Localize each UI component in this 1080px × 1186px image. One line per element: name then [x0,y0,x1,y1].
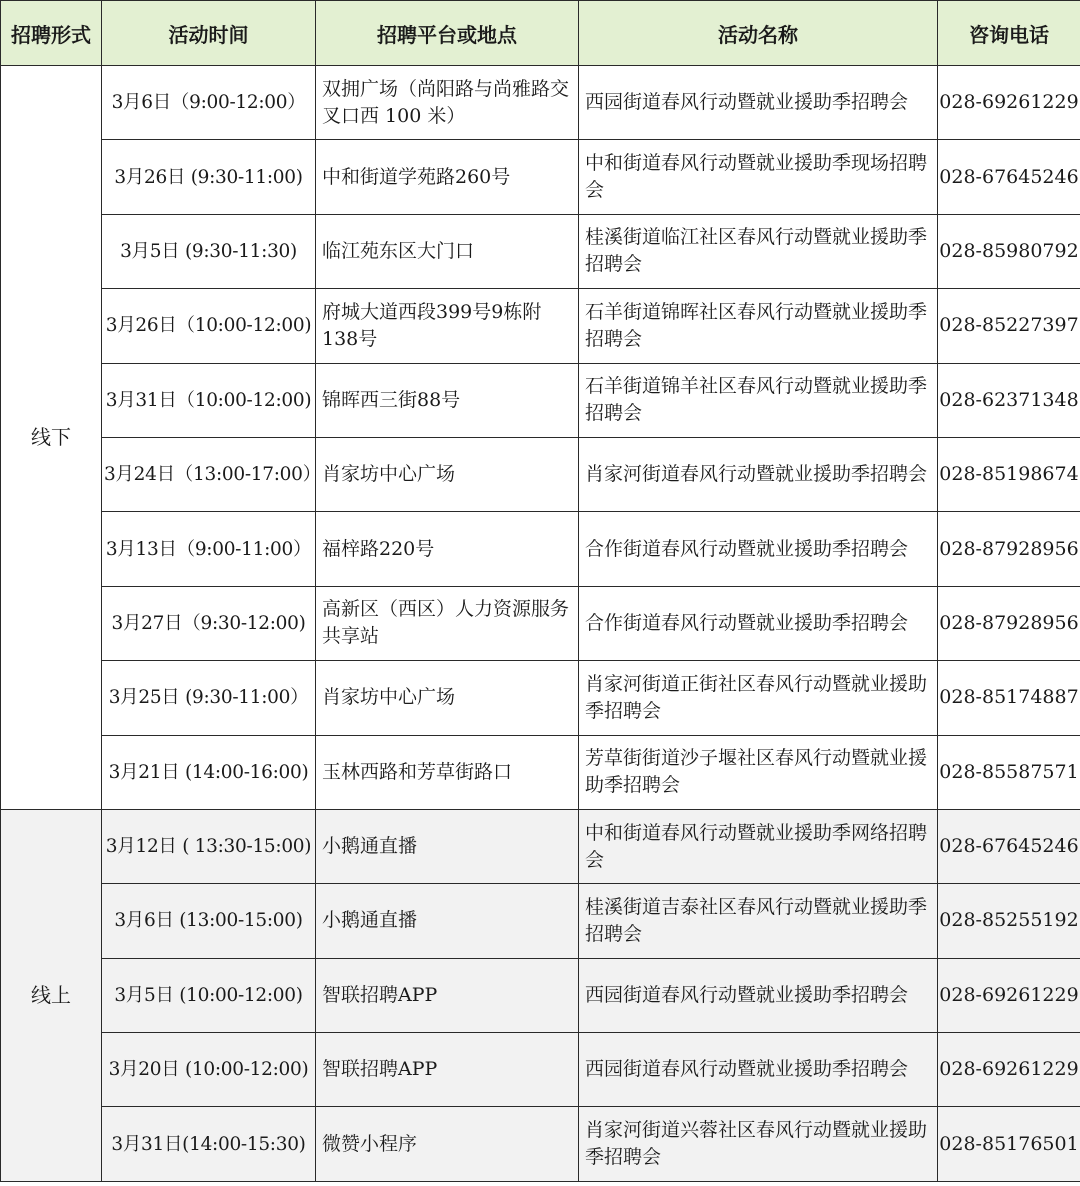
table-row [1,140,1080,214]
table-row [1,809,1080,883]
table-row [1,586,1080,660]
table-row [1,884,1080,958]
cell-phone: 028-85176501 [938,1107,1080,1181]
cell-activity: 中和街道春风行动暨就业援助季现场招聘会 [579,140,938,214]
cell-time: 3月31日(14:00-15:30) [102,1107,316,1181]
table-row [1,363,1080,437]
cell-place: 双拥广场（尚阳路与尚雅路交叉口西 100 米） [316,66,579,140]
cell-phone: 028-87928956 [938,586,1080,660]
cell-place: 锦晖西三街88号 [316,363,579,437]
cell-place: 临江苑东区大门口 [316,214,579,288]
header-time: 活动时间 [102,1,316,66]
cell-phone: 028-85255192 [938,884,1080,958]
cell-place: 微赞小程序 [316,1107,579,1181]
table-row [1,735,1080,809]
table-row [1,214,1080,288]
cell-activity: 石羊街道锦晖社区春风行动暨就业援助季招聘会 [579,289,938,363]
table-row [1,661,1080,735]
cell-phone: 028-69261229 [938,66,1080,140]
header-form: 招聘形式 [1,1,102,66]
header-place: 招聘平台或地点 [316,1,579,66]
cell-activity: 石羊街道锦羊社区春风行动暨就业援助季招聘会 [579,363,938,437]
cell-place: 中和街道学苑路260号 [316,140,579,214]
cell-time: 3月21日 (14:00-16:00) [102,735,316,809]
header-activity: 活动名称 [579,1,938,66]
cell-place: 智联招聘APP [316,1033,579,1107]
group-label: 线上 [1,809,102,1181]
cell-time: 3月5日 (9:30-11:30) [102,214,316,288]
table-row [1,289,1080,363]
cell-place: 玉林西路和芳草街路口 [316,735,579,809]
table-row [1,958,1080,1032]
cell-time: 3月27日（9:30-12:00) [102,586,316,660]
cell-activity: 合作街道春风行动暨就业援助季招聘会 [579,586,938,660]
cell-phone: 028-87928956 [938,512,1080,586]
cell-place: 高新区（西区）人力资源服务共享站 [316,586,579,660]
cell-phone: 028-67645246 [938,809,1080,883]
cell-activity: 中和街道春风行动暨就业援助季网络招聘会 [579,809,938,883]
table-row [1,1033,1080,1107]
cell-time: 3月24日（13:00-17:00） [102,437,316,511]
cell-time: 3月26日 (9:30-11:00) [102,140,316,214]
cell-place: 小鹅通直播 [316,809,579,883]
cell-activity: 西园街道春风行动暨就业援助季招聘会 [579,66,938,140]
cell-place: 府城大道西段399号9栋附138号 [316,289,579,363]
cell-phone: 028-85587571 [938,735,1080,809]
cell-place: 智联招聘APP [316,958,579,1032]
cell-time: 3月26日（10:00-12:00) [102,289,316,363]
cell-place: 小鹅通直播 [316,884,579,958]
cell-activity: 肖家河街道正街社区春风行动暨就业援助季招聘会 [579,661,938,735]
cell-activity: 芳草街街道沙子堰社区春风行动暨就业援助季招聘会 [579,735,938,809]
cell-activity: 合作街道春风行动暨就业援助季招聘会 [579,512,938,586]
cell-phone: 028-67645246 [938,140,1080,214]
cell-activity: 西园街道春风行动暨就业援助季招聘会 [579,958,938,1032]
header-row [1,1,1080,66]
cell-time: 3月6日 (13:00-15:00) [102,884,316,958]
cell-phone: 028-85227397 [938,289,1080,363]
cell-time: 3月31日（10:00-12:00) [102,363,316,437]
cell-phone: 028-69261229 [938,1033,1080,1107]
cell-time: 3月13日（9:00-11:00） [102,512,316,586]
cell-time: 3月6日（9:00-12:00） [102,66,316,140]
cell-time: 3月5日 (10:00-12:00) [102,958,316,1032]
cell-activity: 桂溪街道吉泰社区春风行动暨就业援助季招聘会 [579,884,938,958]
table-row [1,437,1080,511]
cell-time: 3月25日 (9:30-11:00） [102,661,316,735]
cell-phone: 028-62371348 [938,363,1080,437]
table-row [1,66,1080,140]
table-row [1,512,1080,586]
cell-activity: 肖家河街道春风行动暨就业援助季招聘会 [579,437,938,511]
cell-phone: 028-69261229 [938,958,1080,1032]
cell-time: 3月12日 ( 13:30-15:00) [102,809,316,883]
cell-phone: 028-85198674 [938,437,1080,511]
cell-activity: 桂溪街道临江社区春风行动暨就业援助季招聘会 [579,214,938,288]
header-phone: 咨询电话 [938,1,1080,66]
cell-activity: 西园街道春风行动暨就业援助季招聘会 [579,1033,938,1107]
cell-phone: 028-85980792 [938,214,1080,288]
cell-place: 肖家坊中心广场 [316,437,579,511]
cell-time: 3月20日 (10:00-12:00) [102,1033,316,1107]
group-label: 线下 [1,66,102,810]
cell-place: 福梓路220号 [316,512,579,586]
cell-place: 肖家坊中心广场 [316,661,579,735]
cell-phone: 028-85174887 [938,661,1080,735]
table-row [1,1107,1080,1181]
cell-activity: 肖家河街道兴蓉社区春风行动暨就业援助季招聘会 [579,1107,938,1181]
